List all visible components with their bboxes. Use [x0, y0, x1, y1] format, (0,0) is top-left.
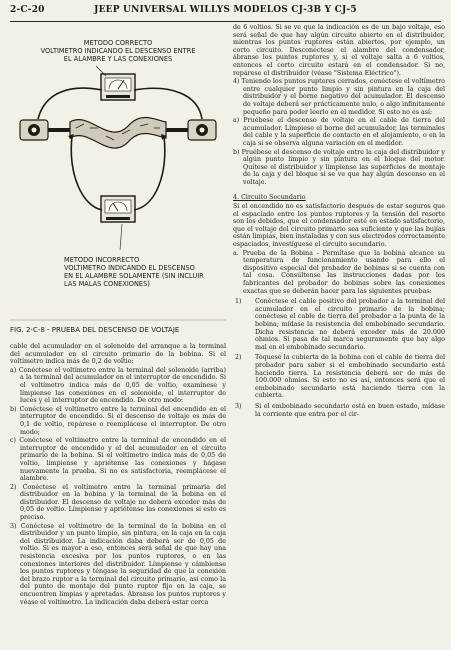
list-item: b) Pruébese el descenso de voltaje entre la caja del distribuidor y algún punto limpio y sin pintura en el bloque del motor. Quítese el distribuidor y límpiense las superficies de montaje de la caja y del bloque si se ve que hay algún descenso en el voltaje. [233, 148, 445, 186]
right-column [233, 24, 445, 421]
left-column [10, 24, 226, 607]
list-item: a) Conéctese el voltímetro entre la terminal del solenoide (arriba) a la terminal del acumulador en el interruptor de encendido. Si el voltímetro indica más de 0,05 de voltio, examínese y límpiense las conexiones en el solenoide, el interruptor de luces y el interruptor de encendido. De otro modo: [10, 366, 226, 405]
section-heading [233, 194, 445, 202]
figure-caption-incorrect: METODO INCORRECTO VOLTIMETRO INDICANDO EL DESCENSO EN EL ALAMBRE SOLAMENTE (SIN INCLUIR LAS MALAS CONEXIONES) [64, 256, 204, 288]
right-text-block [233, 24, 445, 418]
lower-voltmeter [101, 196, 135, 222]
list-item: c) Conéctese el voltímetro entre la terminal de encendido en el interruptor de encendido y el del acumulador en el circuito primario de la bobina. Si el voltímetro indica más de 0,05 de voltio, límpiense y apriétense las conexiones y hágase nuevamente la prueba. Si no es satisfactoria, reemplácese el alambre. [10, 437, 226, 483]
paragraph: de 6 voltios. Si se ve que la indicación es de un bajo voltaje, eso será señal de que hay algún circuito abierto en el distribuidor, mientras los puntos ruptores están abiertos, por ejemplo, un corto circuito. Desconéctese el alambre del condensador, ábranse los puntos ruptores y, si el voltaje salta a 6 voltios, entonces el corto circuito estará en el condensador. Si no, repárese el distribuidor (véase "Sistema Eléctrico"). [233, 24, 445, 77]
list-item: 2) Conéctese el voltímetro entre la terminal primaria del distribuidor en la bobina y la terminal de la bobina en el distribuidor. El descenso de voltaje no deberá exceder más de 0,05 de voltio. Límpiense y apriétense las conexiones si esto es preciso. [10, 483, 226, 522]
step-number: 3) [235, 402, 242, 410]
step-number: 2) [235, 354, 242, 362]
step-number: 1) [235, 298, 242, 306]
list-item: a) Pruébese el descenso de voltaje en el cable de tierra del acumulador. Límpiese el borne del acumulador, las terminales del cable y la superficie de contacto en el alojamiento, o en la caja si se observa alguna variación en el medidor. [233, 117, 445, 147]
step-text: Si el embobinado secundario está en buen estado, mídase la corriente que entra por el cir- [255, 402, 445, 418]
page-header [10, 3, 441, 22]
numbered-step [233, 354, 445, 400]
page-number: 2-C-20 [10, 5, 45, 15]
list-item: b) Conéctese el voltímetro entre la terminal del encendido en el interruptor de encendido. Si el descenso de voltaje es más de 0,1 de voltio, repárese o reemplácese el interruptor. De otro modo; [10, 405, 226, 436]
section-title: Circuito Secundario [239, 194, 306, 202]
list-item: 4) Teniendo los puntos ruptores cerrados, conéctese el voltímetro entre cualquier punto limpio y sin pintura en la caja del distribuidor y el borne negativo del acumulador. El descenso de voltaje deberá ser prácticamente nulo, o algo infinitamente pequeño para poder leerlo en el medidor. Si esto no es así: [233, 78, 445, 116]
right-terminal [188, 120, 216, 140]
paragraph: Si el encendido no es satisfactorio después de estar seguros que el espaciado entre los puntos ruptores y la tensión del resorte son los debidos, que el condensador esté en estado satisfactorio, que el voltaje del circuito primario sea suficiente y que las bujías están limpias, bien instaladas y con sus electrodos correctamente espaciados, investíguese el circuito secundario. [233, 203, 445, 249]
numbered-step [233, 298, 445, 351]
left-text-block [10, 343, 226, 606]
left-terminal [20, 120, 48, 140]
section-number: 4. [233, 194, 240, 202]
figure-label: FIG. 2-C-8 - PRUEBA DEL DESCENSO DE VOLTAJE [10, 326, 180, 334]
upper-voltmeter [101, 74, 135, 100]
list-item: 3) Conéctese el voltímetro de la terminal de la bobina en el distribuidor y un punto limpio, sin pintura, en la caja en la caja del distribuidor. La indicación daba deberá ser de 0,05 de voltio. Si es mayor a eso, entonces será señal de que hay una resistencia excesiva por los puntos ruptores, o en las conexiones interiores del distribuidor. Límpiense y cámbiense los puntos ruptores y téngase la seguridad de que la conexión del brazo ruptor a la terminal del circuito primario, así como la del punto de montaje del punto ruptor fijo en la caja, se encuentren limpias y apretadas. Ábranse los puntos ruptores y véase el voltímetro. La indicación daba deberá estar cerca [10, 522, 226, 606]
step-text: Tóquese la cubierta de la bobina con el cable de tierra del probador para saber si el embobinado secundario está haciendo tierra. La resistencia deberá ser de más de 100.000 ohmios. Si esto no es así, entonces será que el embobinado secundario está haciendo tierra con la cubierta. [255, 354, 445, 400]
figure-caption-correct: METODO CORRECTO VOLTIMETRO INDICANDO EL DESCENSO ENTRE EL ALAMBRE Y LAS CONEXIONES [40, 39, 196, 63]
cable [48, 118, 188, 149]
voltage-drop-figure [10, 24, 226, 322]
numbered-step [233, 403, 445, 418]
paragraph: cable del acumulador en el solenoide del arranque a la terminal del acumulador en el circuito primario de la bobina. Si el voltímetro indica más de 0,2 de voltio: [10, 343, 226, 366]
page-title: JEEP UNIVERSAL WILLYS MODELOS CJ-3B Y CJ-5 [94, 5, 357, 15]
step-text: Conéctese el cable positivo del probador a la terminal del acumulador en el circuito primario de la bobina; conéctese el cable de tierra del probador a la punta de la bobina; mídase la resistencia del embobinado secundario. Dicha resistencia no deberá exceder más de 20.000 ohmios. Si pasa de tal marca seguramente que hay algo mal en el embobinado secundario. [255, 298, 445, 351]
list-item: a. Prueba de la Bobina - Permítase que la bobina alcance su temperatura de funcionamiento usando para ello el dispositivo especial del probador de bobinas si se cuenta con tal cosa. Consúltense las instrucciones dadas por los fabricantes del probador de bobinas sobre las conexiones exactas que se deberán hacer para las siguientes pruebas: [233, 249, 445, 295]
